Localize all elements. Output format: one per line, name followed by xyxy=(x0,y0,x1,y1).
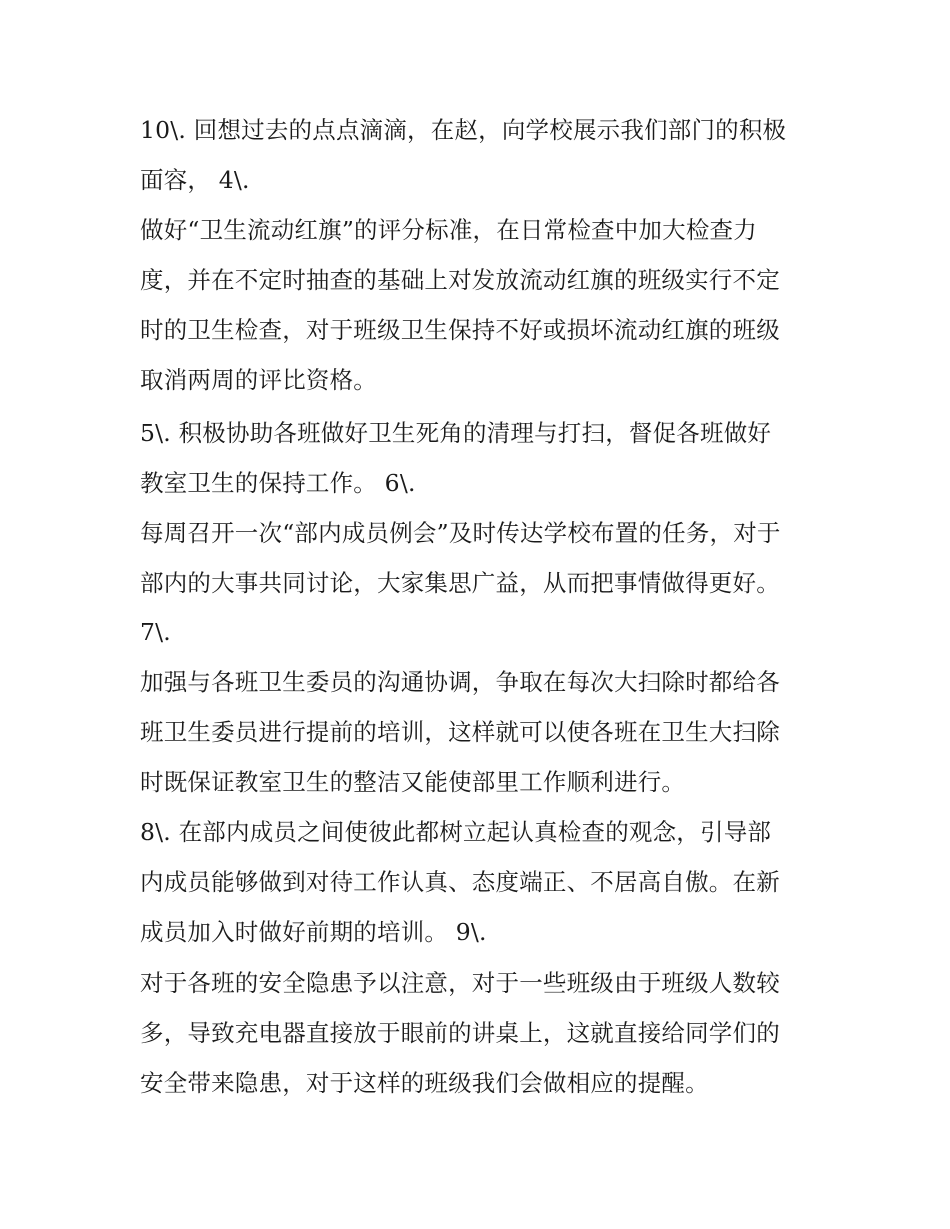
paragraph-line: 班卫生委员进行提前的培训，这样就可以使各班在卫生大扫除 xyxy=(140,718,780,746)
paragraph-line: 内成员能够做到对待工作认真、态度端正、不居高自傲。在新 xyxy=(140,868,780,896)
paragraph-line: 面容， 4\. xyxy=(140,166,250,194)
paragraph-line: 部内的大事共同讨论，大家集思广益，从而把事情做得更好。 xyxy=(140,569,780,597)
paragraph-line: 安全带来隐患，对于这样的班级我们会做相应的提醒。 xyxy=(140,1069,709,1097)
paragraph-line: 取消两周的评比资格。 xyxy=(140,366,377,394)
paragraph-line: 度，并在不定时抽查的基础上对发放流动红旗的班级实行不定 xyxy=(140,266,780,294)
paragraph-line: 时的卫生检查，对于班级卫生保持不好或损坏流动红旗的班级 xyxy=(140,316,780,344)
paragraph-line: 多，导致充电器直接放于眼前的讲桌上，这就直接给同学们的 xyxy=(140,1019,780,1047)
paragraph-line: 5\. 积极协助各班做好卫生死角的清理与打扫，督促各班做好 xyxy=(140,419,772,447)
paragraph-line: 教室卫生的保持工作。 6\. xyxy=(140,469,416,497)
paragraph-line: 成员加入时做好前期的培训。 9\. xyxy=(140,918,487,946)
paragraph-line: 加强与各班卫生委员的沟通协调，争取在每次大扫除时都给各 xyxy=(140,668,780,696)
paragraph-line: 7\. xyxy=(140,618,171,646)
paragraph-line: 每周召开一次“部内成员例会”及时传达学校布置的任务，对于 xyxy=(140,519,781,547)
paragraph-line: 10\. 回想过去的点点滴滴，在赵，向学校展示我们部门的积极 xyxy=(140,116,787,144)
paragraph-line: 对于各班的安全隐患予以注意，对于一些班级由于班级人数较 xyxy=(140,969,780,997)
paragraph-line: 做好“卫生流动红旗”的评分标准，在日常检查中加大检查力 xyxy=(140,216,757,244)
paragraph-line: 时既保证教室卫生的整洁又能使部里工作顺利进行。 xyxy=(140,768,686,796)
paragraph-line: 8\. 在部内成员之间使彼此都树立起认真检查的观念，引导部 xyxy=(140,818,772,846)
